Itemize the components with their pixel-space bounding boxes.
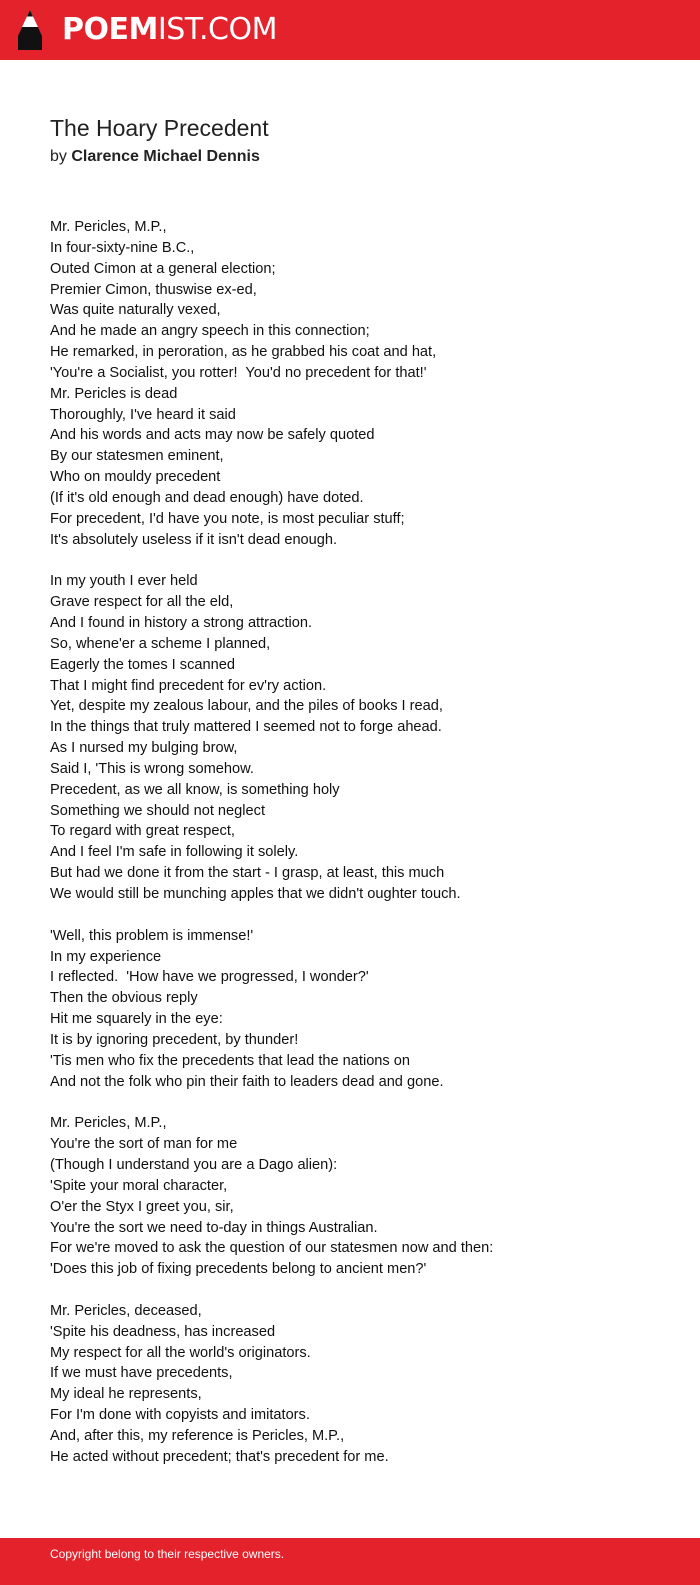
poem-line: For I'm done with copyists and imitators.	[50, 1407, 310, 1424]
copyright-notice: Copyright belong to their respective owners.	[50, 1547, 285, 1561]
poem-line: And he made an angry speech in this connection;	[50, 323, 370, 340]
poem-title: The Hoary Precedent	[50, 115, 269, 141]
poem-line: Eagerly the tomes I scanned	[50, 656, 235, 673]
poem-line: Mr. Pericles is dead	[50, 385, 178, 402]
poem-line: Something we should not neglect	[50, 802, 265, 819]
poem-line: Mr. Pericles, M.P.,	[50, 219, 167, 235]
poem-line: For precedent, I'd have you note, is most peculiar stuff;	[50, 510, 405, 527]
by-label: by	[50, 148, 67, 165]
poem-line: And, after this, my reference is Pericles, M.P.,	[50, 1427, 345, 1444]
poem-line: Said I, 'This is wrong somehow.	[50, 760, 254, 777]
poem-line: In my youth I ever held	[50, 573, 198, 590]
poem-line: Was quite naturally vexed,	[50, 302, 221, 319]
site-footer	[0, 1538, 700, 1585]
poem-line: 'Well, this problem is immense!'	[50, 927, 254, 944]
poem-line: And not the folk who pin their faith to leaders dead and gone.	[50, 1073, 444, 1090]
poem-line: He remarked, in peroration, as he grabbed his coat and hat,	[50, 344, 437, 361]
poem-line: (Though I understand you are a Dago alien):	[50, 1156, 338, 1173]
poem-line: Grave respect for all the eld,	[50, 594, 234, 611]
poem-line: 'You're a Socialist, you rotter! You'd no precedent for that!'	[50, 364, 427, 381]
poem-line: That I might find precedent for ev'ry action.	[50, 677, 327, 694]
poem-stanza	[50, 926, 670, 1093]
site-logo-text[interactable]	[62, 12, 277, 48]
poem-line: And his words and acts may now be safely quoted	[50, 427, 375, 444]
poem-byline	[50, 148, 260, 166]
site-header	[0, 0, 700, 60]
poem-stanza	[50, 217, 670, 551]
poem-stanza	[50, 1301, 670, 1468]
poem-line: 'Does this job of fixing precedents belong to ancient men?'	[50, 1261, 427, 1278]
poem-line: To regard with great respect,	[50, 823, 235, 840]
poem-line: Precedent, as we all know, is something holy	[50, 781, 340, 798]
poem-stanza	[50, 571, 670, 905]
poem-line: It is by ignoring precedent, by thunder!	[50, 1031, 299, 1048]
poem-line: I reflected. 'How have we progressed, I wonder?'	[50, 969, 369, 986]
poem-line: And I feel I'm safe in following it solely.	[50, 844, 299, 861]
poem-line: Mr. Pericles, deceased,	[50, 1302, 202, 1319]
poem-line: For we're moved to ask the question of our statesmen now and then:	[50, 1240, 494, 1257]
poem-line: In four-sixty-nine B.C.,	[50, 239, 195, 256]
poem-stanza	[50, 1113, 670, 1280]
poem-line: My respect for all the world's originators.	[50, 1344, 311, 1361]
poem-line: As I nursed my bulging brow,	[50, 740, 238, 757]
poem-line: Who on mouldy precedent	[50, 469, 221, 486]
pen-nib-logo-icon[interactable]	[18, 10, 42, 50]
poem-line: My ideal he represents,	[50, 1386, 202, 1403]
brand-thin-part: IST.COM	[157, 12, 277, 47]
poem-line: (If it's old enough and dead enough) have doted.	[50, 489, 364, 506]
poem-line: 'Spite your moral character,	[50, 1177, 228, 1194]
author-name: Clarence Michael Dennis	[71, 148, 260, 165]
poem-line: 'Tis men who fix the precedents that lead the nations on	[50, 1052, 411, 1069]
poem-line: But had we done it from the start - I grasp, at least, this much	[50, 865, 445, 882]
poem-line: Hit me squarely in the eye:	[50, 1011, 223, 1028]
poem-line: You're the sort we need to-day in things Australian.	[50, 1219, 378, 1236]
poem-line: Then the obvious reply	[50, 990, 198, 1007]
poem-line: So, whene'er a scheme I planned,	[50, 635, 271, 652]
poem-line: O'er the Styx I greet you, sir,	[50, 1198, 234, 1215]
poem-line: You're the sort of man for me	[50, 1136, 238, 1153]
poem-line: If we must have precedents,	[50, 1365, 233, 1382]
poem-line: He acted without precedent; that's precedent for me.	[50, 1448, 389, 1465]
poem-line: Premier Cimon, thuswise ex-ed,	[50, 281, 257, 298]
poem-line: In the things that truly mattered I seemed not to forge ahead.	[50, 719, 442, 736]
poem-line: 'Spite his deadness, has increased	[50, 1323, 276, 1340]
poem-line: And I found in history a strong attraction.	[50, 615, 313, 632]
poem-line: It's absolutely useless if it isn't dead enough.	[50, 531, 338, 548]
poem-line: We would still be munching apples that we didn't oughter touch.	[50, 886, 461, 902]
poem-line: In my experience	[50, 948, 162, 965]
poem-line: Yet, despite my zealous labour, and the piles of books I read,	[50, 698, 443, 715]
poem-line: Outed Cimon at a general election;	[50, 260, 276, 277]
poem-line: Mr. Pericles, M.P.,	[50, 1115, 167, 1132]
poem-body	[50, 217, 670, 1488]
poem-line: Thoroughly, I've heard it said	[50, 406, 236, 423]
brand-bold-part: POEM	[62, 12, 158, 47]
poem-line: By our statesmen eminent,	[50, 448, 224, 465]
